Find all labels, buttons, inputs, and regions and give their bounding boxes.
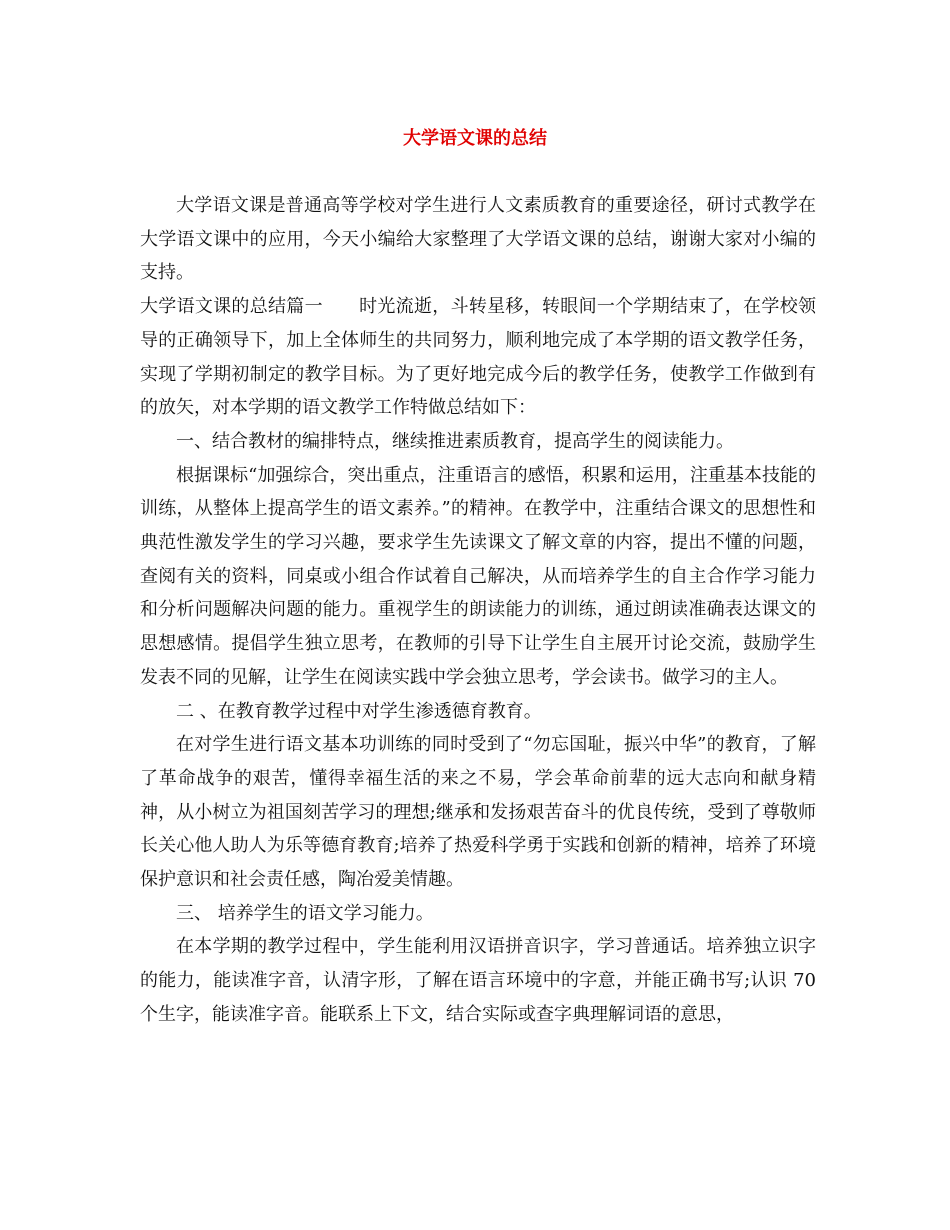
paragraph-three: 在本学期的教学过程中，学生能利用汉语拼音识字，学习普通话。培养独立识字的能力，能读准字音，认清字形，了解在语言环境中的字意，并能正确书写;认识 70 个生字，能读准字音。能联系上下文，结合实际或查字典理解词语的意思，: [140, 936, 816, 1025]
heading-one: 一、结合教材的编排特点，继续推进素质教育，提高学生的阅读能力。: [176, 430, 734, 452]
heading-three: 三、 培养学生的语文学习能力。: [176, 902, 434, 924]
document-title: 大学语文课的总结: [403, 128, 547, 149]
document-body: [140, 189, 816, 1032]
paragraph-two: 在对学生进行语文基本功训练的同时受到了“勿忘国耻，振兴中华”的教育，了解了革命战争的艰苦，懂得幸福生活的来之不易，学会革命前辈的远大志向和献身精神，从小树立为祖国刻苦学习的理想;继承和发扬艰苦奋斗的优良传统，受到了尊敬师长关心他人助人为乐等德育教育;培养了热爱科学勇于实践和创新的精神，培养了环境保护意识和社会责任感，陶冶爱美情趣。: [140, 734, 816, 891]
heading-two: 二 、在教育教学过程中对学生渗透德育教育。: [176, 700, 542, 722]
section-one-paragraph: [140, 290, 816, 425]
section-label: 大学语文课的总结篇一: [140, 296, 323, 318]
intro-paragraph: 大学语文课是普通高等学校对学生进行人文素质教育的重要途径，研讨式教学在大学语文课中的应用，今天小编给大家整理了大学语文课的总结，谢谢大家对小编的支持。: [140, 195, 816, 284]
section-opening-text: 时光流逝，斗转星移，转眼间一个学期结束了，在学校领导的正确领导下，加上全体师生的共同努力，顺利地完成了本学期的语文教学任务，实现了学期初制定的教学目标。为了更好地完成今后的教学任务，使教学工作做到有的放矢，对本学期的语文教学工作特做总结如下：: [140, 296, 816, 419]
paragraph-one: 根据课标“加强综合，突出重点，注重语言的感悟，积累和运用，注重基本技能的训练，从整体上提高学生的语文素养。”的精神。在教学中，注重结合课文的思想性和典范性激发学生的学习兴趣，要求学生先读课文了解文章的内容，提出不懂的问题，查阅有关的资料，同桌或小组合作试着自己解决，从而培养学生的自主合作学习能力和分析问题解决问题的能力。重视学生的朗读能力的训练，通过朗读准确表达课文的思想感情。提倡学生独立思考，在教师的引导下让学生自主展开讨论交流，鼓励学生发表不同的见解，让学生在阅读实践中学会独立思考，学会读书。做学习的主人。: [140, 464, 816, 688]
